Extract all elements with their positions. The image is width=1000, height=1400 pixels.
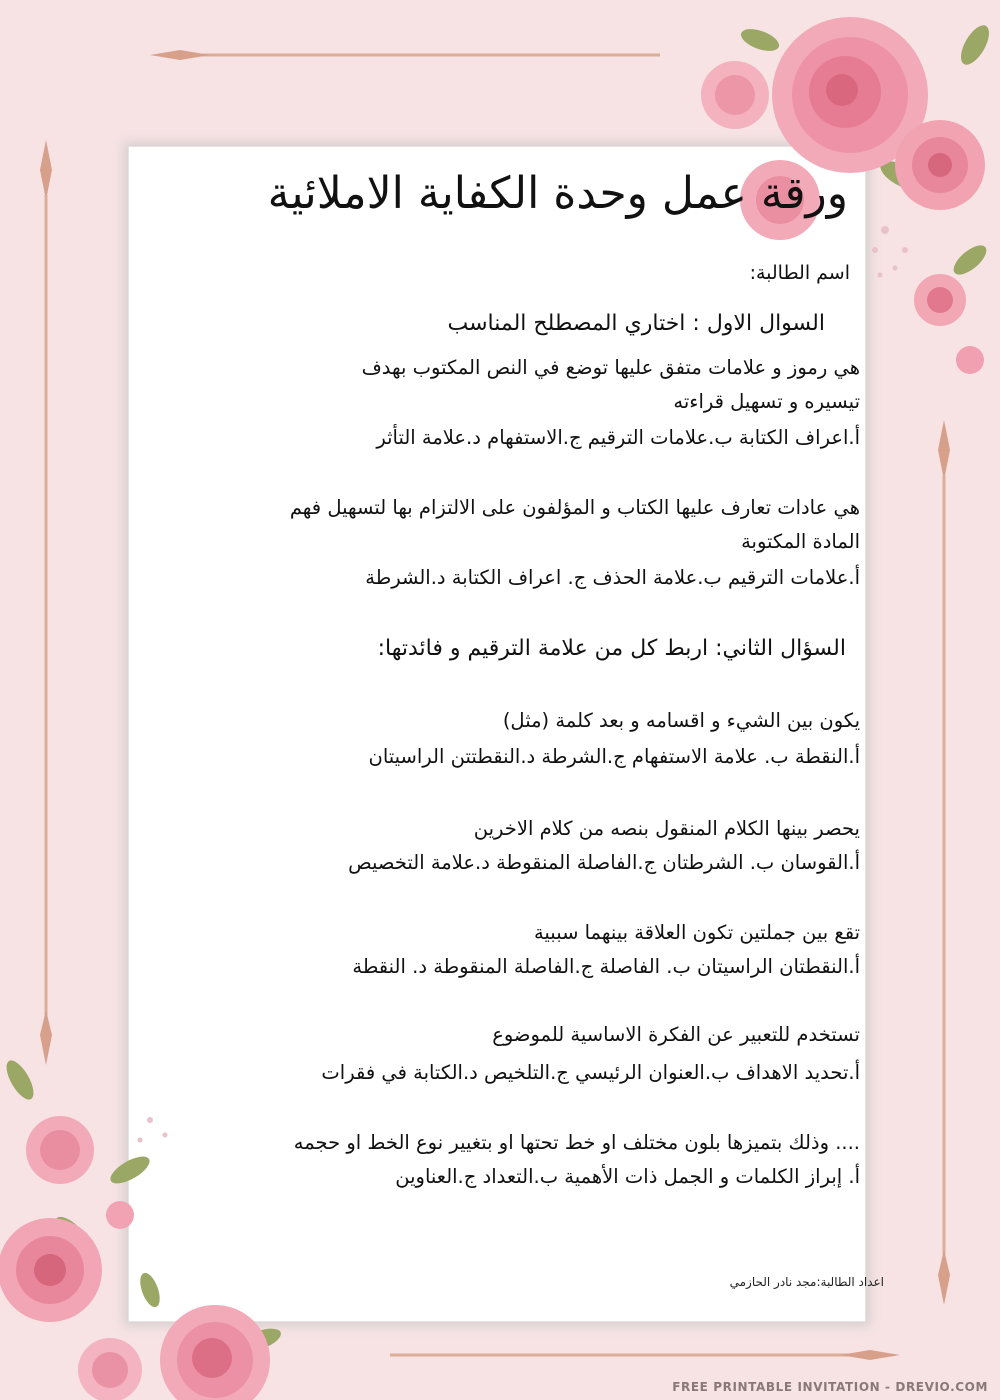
bottom-left-roses-illustration: [0, 1040, 340, 1400]
question-1-options: أ.اعراف الكتابة ب.علامات الترقيم ج.الاستفهام د.علامة التأثر: [376, 426, 860, 449]
match-5-line: .... وذلك بتميزها بلون مختلف او خط تحتها او بتغيير نوع الخط او حجمه: [293, 1131, 860, 1154]
section2-heading: السؤال الثاني: اربط كل من علامة الترقيم و فائدتها:: [377, 636, 846, 661]
match-5-options: أ. إبراز الكلمات و الجمل ذات الأهمية ب.التعداد ج.العناوين: [395, 1165, 860, 1188]
question-2-line-1: هي عادات تعارف عليها الكتاب و المؤلفون على الالتزام بها لتسهيل فهم: [289, 496, 860, 519]
question-1-line-2: تيسيره و تسهيل قراءته: [673, 390, 860, 413]
bottom-stem-ornament: [380, 1340, 900, 1370]
match-3-line: تقع بين جملتين تكون العلاقة بينهما سببية: [533, 921, 860, 944]
student-name-label: اسم الطالبة:: [749, 262, 850, 284]
question-2-options: أ.علامات الترقيم ب.علامة الحذف ج. اعراف الكتابة د.الشرطة: [365, 566, 860, 589]
worksheet-title: ورقة عمل وحدة الكفاية الاملائية: [267, 168, 848, 219]
match-4-options: أ.تحديد الاهداف ب.العنوان الرئيسي ج.التلخيص د.الكتابة في فقرات: [321, 1061, 860, 1084]
prepared-by-credit: اعداد الطالبة:مجد نادر الحازمي: [729, 1275, 884, 1289]
top-stem-ornament: [150, 40, 670, 70]
section1-heading: السوال الاول : اختاري المصطلح المناسب: [447, 311, 825, 336]
match-2-options: أ.القوسان ب. الشرطتان ج.الفاصلة المنقوطة د.علامة التخصيص: [348, 851, 860, 874]
question-2-line-2: المادة المكتوبة: [741, 530, 860, 553]
right-stem-ornament: [924, 420, 964, 1320]
site-watermark: FREE PRINTABLE INVITATION - DREVIO.COM: [672, 1380, 988, 1394]
match-2-line: يحصر بينها الكلام المنقول بنصه من كلام الاخرين: [473, 817, 860, 840]
question-1-line-1: هي رموز و علامات متفق عليها توضع في النص المكتوب بهدف: [361, 356, 860, 379]
left-stem-ornament: [26, 140, 66, 1070]
match-3-options: أ.النقطتان الراسيتان ب. الفاصلة ج.الفاصلة المنقوطة د. النقطة: [352, 955, 860, 978]
match-1-options: أ.النقطة ب. علامة الاستفهام ج.الشرطة د.النقطتتن الراسيتان: [368, 745, 860, 768]
match-1-line: يكون بين الشيء و اقسامه و بعد كلمة (مثل): [502, 709, 860, 732]
match-4-line: تستخدم للتعبير عن الفكرة الاساسية للموضوع: [492, 1023, 860, 1046]
